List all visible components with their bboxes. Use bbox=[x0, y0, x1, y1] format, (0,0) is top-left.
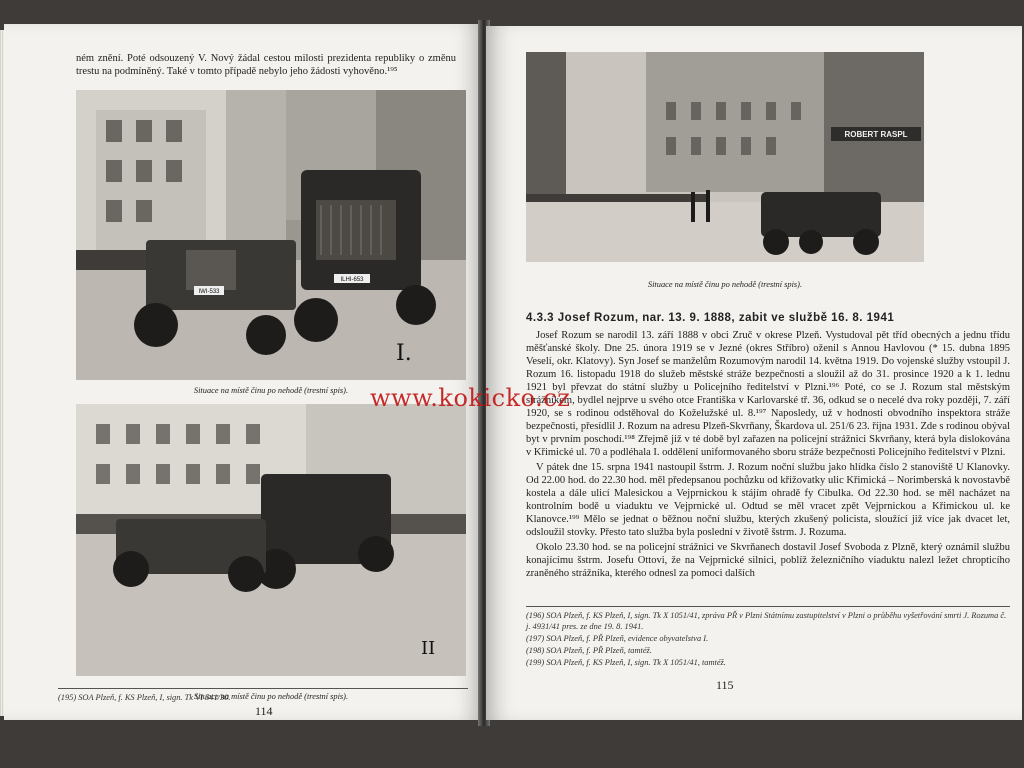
right-footnotes bbox=[526, 610, 1010, 668]
paragraph-3: Okolo 23.30 hod. se na policejní strážnici ve Skvrňanech dostavil Josef Svoboda z Plzně, který oznámil službu konajícímu šstrm. Josefu Ottovi, že na Vejprnické silnici, poblíž železničního viaduktu nalezl ležet chropticího zraněného strážníka, kterého odnesl za pomoci dalších bbox=[526, 542, 1010, 579]
left-footnote-rule bbox=[58, 688, 468, 689]
page-number-right: 115 bbox=[716, 678, 734, 692]
footnote-199: (199) SOA Plzeň, f. KS Plzeň, I, sign. Tk X 1051/41, tamtéž. bbox=[526, 658, 726, 667]
section-heading: 4.3.3 Josef Rozum, nar. 13. 9. 1888, zabit ve službě 16. 8. 1941 bbox=[526, 312, 895, 324]
shop-sign: ROBERT RASPL bbox=[844, 130, 908, 139]
plate-b: ILHI-653 bbox=[340, 277, 364, 283]
right-page bbox=[486, 26, 1022, 720]
photo-street-scene bbox=[526, 52, 924, 262]
page-number-left: 114 bbox=[255, 704, 273, 718]
paragraph-1: Josef Rozum se narodil 13. září 1888 v obci Zruč v okrese Plzeň. Vystudoval pět tříd obecných a jednu třídu měšťanské školy. Dne 25. února 1919 se v Jezné (okres Stříbro) oženil s Annou Havlovou (* 15. dubna 1895 Veselí, okr. Klatovy). Syn Josef se manželům Rozumovým narodil 14. května 1919. Do vojenské služby vstoupil J. Rozum 16. listopadu 1918 do služeb městské stráže bezpečnosti a sloužil až do 31. prosince 1920 a k 1. lednu 1921 byl převzat do státní služby u Policejního ředitelství v Plzni.¹⁹⁶ Poté, co se J. Rozum stal městským strážníkem, bydlel nejprve u svého otce Františka v Karlovarské tř. 36, odkud se o necelé dva roky později, 7. září 1920, se s rodinou odstěhoval do Koželužské ul. 8.¹⁹⁷ Naposledy, už v hodnosti obvodního inspektora stráže bezpečnosti, přesídlil J. Rozum na adresu Plzeň-Skvrňany, Škardova ul. 251/6 23. října 1931. Zde s rodinou obýval byt v prvním poschodí.¹⁹⁸ Zřejmě již v té době byl zařazen na policejní strážnici Skvrňany, která byla dislokována v Křimické ul. 70 a podléhala I. oddělení uniformovaného sboru stráže bezpečnosti Policejního ředitelství v Plzni. bbox=[526, 330, 1010, 458]
right-body-text bbox=[526, 329, 1010, 582]
photo-mark-1: I. bbox=[396, 341, 412, 366]
left-footnote: (195) SOA Plzeň, f. KS Plzeň, I, sign. Tk VI 541/30. bbox=[58, 693, 231, 702]
right-photo-caption: Situace na místě činu po nehodě (trestní spis). bbox=[647, 280, 803, 289]
left-top-text: ném znění. Poté odsouzený V. Nový žádal cestou milosti prezidenta republiky o změnu trestu na podmíněný. Také v tomto případě nebylo jeho žádosti vyhověno.¹⁹⁵ bbox=[76, 53, 456, 77]
paragraph-2: V pátek dne 15. srpna 1941 nastoupil šstrm. J. Rozum noční službu jako hlídka číslo 2 stanoviště U Klanovky. Od 22.00 hod. do 22.30 hod. měl předepsanou pochůzku od křižovatky ulic Křimická – Norimberská k novostavbě kostela a dále ulicí Malesickou a Vejprnickou k stájím ohradě fy Cibulka. Od 22.30 hod. se měl nacházet na kontrolním bodě u viaduktu ve Vejprnické ul. Odtud se měl vracet zpět Vejprnickou a Křimickou ul. ke Klanovce.¹⁹⁹ Mělo se jednat o běžnou noční službu, kterých zkušený policista, sloužící již více jak dvacet let, odsloužil stovky. Přesto tato služba byla poslední v životě šstrm. J. Rozuma. bbox=[526, 462, 1010, 538]
photo2-caption: Situace na místě činu po nehodě (trestní spis). bbox=[193, 692, 349, 701]
footnote-198: (198) SOA Plzeň, f. PŘ Plzeň, tamtéž. bbox=[526, 646, 652, 655]
right-footnote-rule bbox=[526, 606, 1010, 607]
footnote-197: (197) SOA Plzeň, f. PŘ Plzeň, evidence obyvatelstva I. bbox=[526, 634, 709, 643]
photo-accident-1 bbox=[76, 90, 466, 380]
footnote-196: (196) SOA Plzeň, f. KS Plzeň, I, sign. Tk X 1051/41, zpráva PŘ v Plzni Státnímu zastupitelství v Plzni o průběhu vyšetřování smrti J. Rozuma č. j. 4931/41 pres. ze dne 19. 8. 1941. bbox=[526, 611, 1007, 631]
plate-a: IWI-533 bbox=[198, 289, 220, 295]
left-page bbox=[4, 24, 482, 720]
photo1-caption: Situace na místě činu po nehodě (trestní spis). bbox=[193, 386, 349, 395]
photo-mark-2: II bbox=[421, 638, 436, 659]
photo-accident-2 bbox=[76, 404, 466, 676]
watermark: www.kokicko.cz bbox=[370, 384, 571, 412]
